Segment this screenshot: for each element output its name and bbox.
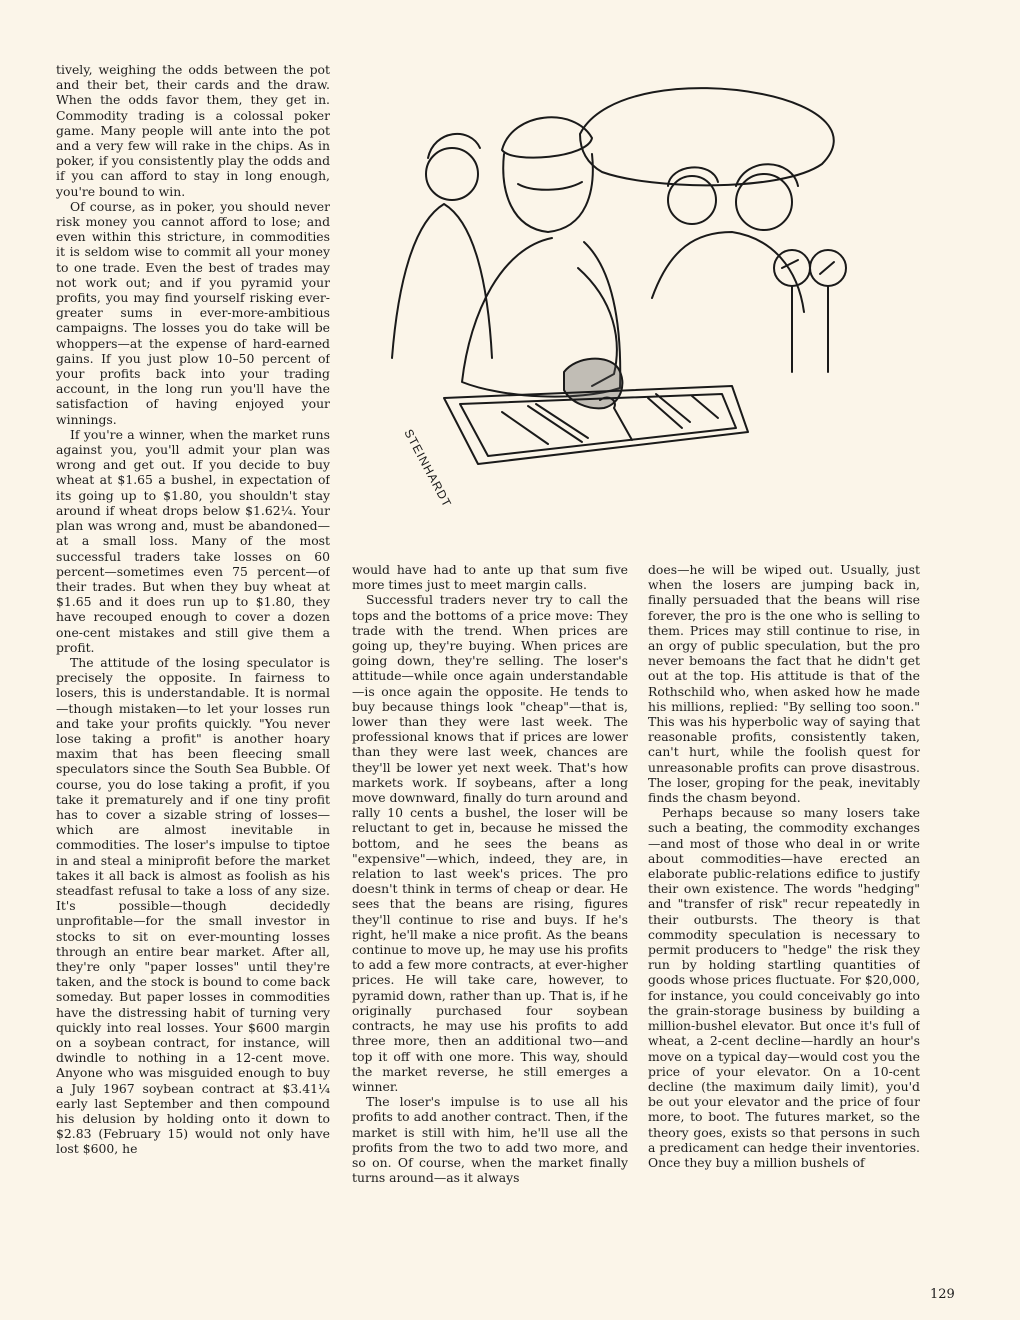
paragraph: Perhaps because so many losers take such a beating, the commodity exchanges—and most of those who deal in or write about commodities—have erected an elaborate public-relations edifice to justify their own existence. The words "hedging" and "transfer of risk" recur repeatedly in their outbursts. The theory is that commodity speculation is necessary to permit producers to "hedge" the risk they run by holding startling quantities of goods whose prices fluctuate. For $20,000, for instance, you could conceivably go into the grain-storage business by building a million-bushel elevator. But once it's full of wheat, a 2-cent decline—hardly an hour's move on a typical day—would cost you the price of your elevator. On a 10-cent decline (the maximum daily limit), you'd be out your elevator and the price of four more, to boot. The futures market, so the theory goes, exists so that persons in such a predicament can hedge their inventories. Once they buy a million bushels of	[648, 805, 920, 1170]
surgeon-head-left	[426, 148, 478, 200]
illustrator-signature: STEINHARDT	[401, 426, 455, 510]
paragraph: If you're a winner, when the market runs against you, you'll admit your plan was wrong and get out. If you decide to buy wheat at $1.65 a bushel, in expectation of its going up to $1.80, you shouldn't stay around if wheat drops below $1.62¼. Your plan was wrong and, must be abandoned—at a small loss. Many of the most successful traders take losses on 60 percent—sometimes even 75 percent—of their trades. But when they buy wheat at $1.65 and it does run up to $1.80, they have recouped enough to cover a dozen one-cent mistakes and still give them a profit.	[56, 426, 330, 655]
gauge-1	[774, 250, 810, 286]
paragraph: does—he will be wiped out. Usually, just when the losers are jumping back in, finally persuaded that the beans will rise forever, the pro is the one who is selling to them. Prices may still continue to rise, in an orgy of public speculation, but the pro never bemoans the fact that he didn't get out at the top. His attitude is that of the Rothschild who, when asked how he made his millions, replied: "By selling too soon." This was his hyperbolic way of saying that reasonable profits, consistently taken, can't hurt, while the foolish quest for unreasonable profits can prove disastrous. The loser, groping for the peak, inevitably finds the chasm beyond.	[648, 562, 920, 806]
surgeon-cap-center	[502, 117, 592, 157]
paragraph: tively, weighing the odds between the pot and their bet, their cards and the draw. When the odds favor them, they get in. Commodity trading is a colossal poker game. Many people will ante into the pot and a very few will rake in the chips. As in poker, if you consistently play the odds and if you can afford to stay in long enough, you're bound to win.	[56, 62, 330, 199]
text-column-1	[56, 62, 330, 1312]
text-column-2	[352, 562, 628, 1312]
paragraph: would have had to ante up that sum five more times just to meet margin calls.	[352, 562, 628, 593]
page-number: 129	[930, 1287, 955, 1302]
retractor	[648, 394, 690, 428]
paragraph: The attitude of the losing speculator is precisely the opposite. In fairness to losers, this is understandable. It is normal—though mistaken—to let your losses run and take your profits quickly. "You never lose taking a profit" is another hoary maxim that has been fleecing small speculators since the South Sea Bubble. Of course, you do lose taking a profit, if you take it prematurely and if one tiny profit has to cover a sizable string of losses—which are almost inevitable in commodities. The loser's impulse to tiptoe in and steal a miniprofit before the market takes it all back is almost as foolish as his steadfast refusal to take a loss of any size. It's possible—though decidedly unprofitable—for the small investor in stocks to sit on ever-mounting losses through an entire bear market. After all, they're only "paper losses" until they're taken, and the stock is bound to come back someday. But paper losses in commodities have the distressing habit of turning very quickly into real losses. Your $600 margin on a soybean contract, for instance, will dwindle to nothing in a 12-cent move. Anyone who was misguided enough to buy a July 1967 soybean contract at $3.41¼ early last September and then compound his delusion by holding onto it down to $2.83 (February 15) would not only have lost $600, he	[56, 654, 330, 1157]
probe	[692, 396, 718, 418]
paragraph: Successful traders never try to call the tops and the bottoms of a price move: They trade with the trend. When prices are going up, they're buying. When prices are going down, they're selling. The loser's attitude—while once again understandable—is once again the opposite. He tends to buy because things look "cheap"—that is, lower than they were last week. The professional knows that if prices are lower than they were last week, chances are they'll be lower yet next week. That's how markets work. If soybeans, after a long move downward, finally do turn around and rally 10 cents a bushel, the loser will be reluctant to get in, because he missed the bottom, and he sees the beans as "expensive"—which, indeed, they are, in relation to last week's prices. The pro doesn't think in terms of cheap or dear. He sees that the beans are rising, figures they'll continue to rise and buys. If he's right, he'll make a nice profit. As the beans continue to move up, he may use his profits to add a few more contracts, at ever-higher prices. He will take care, however, to pyramid down, rather than up. That is, if he originally purchased four soybean contracts, he may use his profits to add three more, then an additional two—and top it off with one more. This way, should the market reverse, he still emerges a winner.	[352, 592, 628, 1094]
text-column-3	[648, 562, 920, 1312]
surgeon-head-right-1	[668, 176, 716, 224]
scalpel	[502, 412, 548, 444]
paragraph: The loser's impulse is to use all his profits to add another contract. Then, if the market is still with him, he'll use all the profits from the two to add two more, and so on. Of course, when the market finally turns around—as it always	[352, 1094, 628, 1186]
surgeons-illustration	[352, 72, 952, 556]
paragraph: Of course, as in poker, you should never risk money you cannot afford to lose; and even within this stricture, in commodities it is seldom wise to commit all your money to one trade. Even the best of trades may not work out; and if you pyramid your profits, you may find yourself risking ever-greater sums in ever-more-ambitious campaigns. The losses you do take will be whoppers—at the expense of hard-earned gains. If you just plow 10–50 percent of your profits back into your trading account, in the long run you'll have the satisfaction of having enjoyed your winnings.	[56, 198, 330, 427]
